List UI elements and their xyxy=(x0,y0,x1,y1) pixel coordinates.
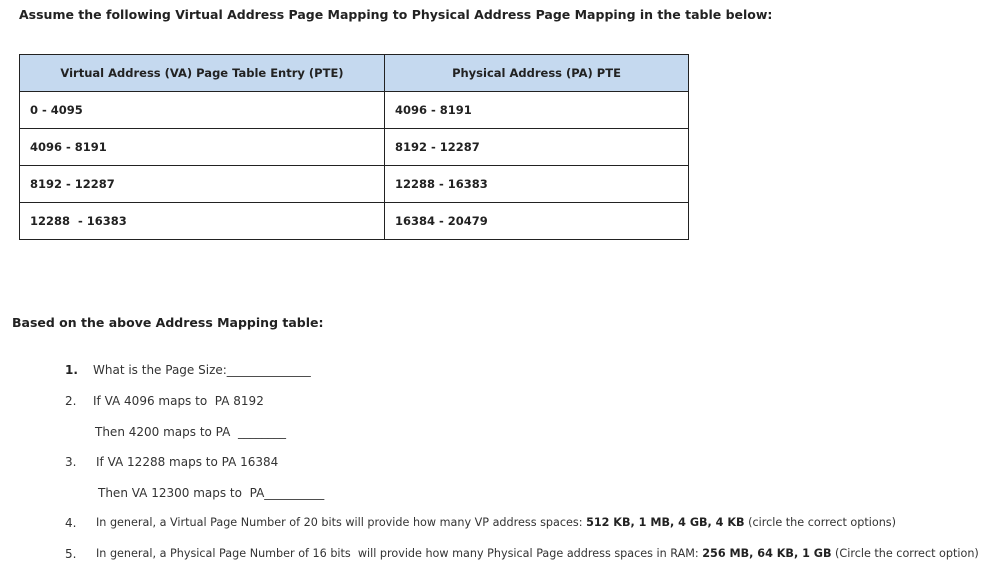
question-3-line-1: If VA 12288 maps to PA 16384 xyxy=(96,455,279,469)
subheading: Based on the above Address Mapping table: xyxy=(12,315,324,330)
va-cell: 4096 - 8191 xyxy=(20,129,385,166)
table-row xyxy=(20,203,689,240)
va-cell: 12288 - 16383 xyxy=(20,203,385,240)
pa-cell: 4096 - 8191 xyxy=(385,92,689,129)
question-5-prefix: In general, a Physical Page Number of 16 bits will provide how many Physical Page address spaces in RAM: xyxy=(96,547,703,560)
question-4-suffix: (circle the correct options) xyxy=(744,516,896,529)
table-header-row xyxy=(20,55,689,92)
table-row xyxy=(20,129,689,166)
question-4-prefix: In general, a Virtual Page Number of 20 bits will provide how many VP address spaces: xyxy=(96,516,587,529)
question-5-text xyxy=(96,547,979,560)
question-number: 1. xyxy=(65,363,78,377)
pa-cell: 16384 - 20479 xyxy=(385,203,689,240)
question-2-line-1: If VA 4096 maps to PA 8192 xyxy=(93,394,264,408)
question-4-options: 512 KB, 1 MB, 4 GB, 4 KB xyxy=(586,516,745,529)
column-header-va: Virtual Address (VA) Page Table Entry (PTE) xyxy=(20,55,385,92)
pa-cell: 12288 - 16383 xyxy=(385,166,689,203)
question-number: 4. xyxy=(65,516,77,530)
question-5-options: 256 MB, 64 KB, 1 GB xyxy=(702,547,832,560)
page-heading: Assume the following Virtual Address Page Mapping to Physical Address Page Mapping in the table below: xyxy=(19,7,773,22)
question-5-suffix: (Circle the correct option) xyxy=(831,547,979,560)
question-number: 2. xyxy=(65,394,77,408)
column-header-pa: Physical Address (PA) PTE xyxy=(385,55,689,92)
question-3-line-2: Then VA 12300 maps to PA__________ xyxy=(98,486,325,500)
table-row xyxy=(20,92,689,129)
question-2-line-2: Then 4200 maps to PA ________ xyxy=(95,425,286,439)
pa-cell: 8192 - 12287 xyxy=(385,129,689,166)
question-number: 5. xyxy=(65,547,77,561)
va-cell: 8192 - 12287 xyxy=(20,166,385,203)
question-1-text: What is the Page Size:______________ xyxy=(93,363,311,377)
question-4-text xyxy=(96,516,896,529)
va-cell: 0 - 4095 xyxy=(20,92,385,129)
question-number: 3. xyxy=(65,455,77,469)
table-row xyxy=(20,166,689,203)
address-mapping-table xyxy=(19,54,689,240)
